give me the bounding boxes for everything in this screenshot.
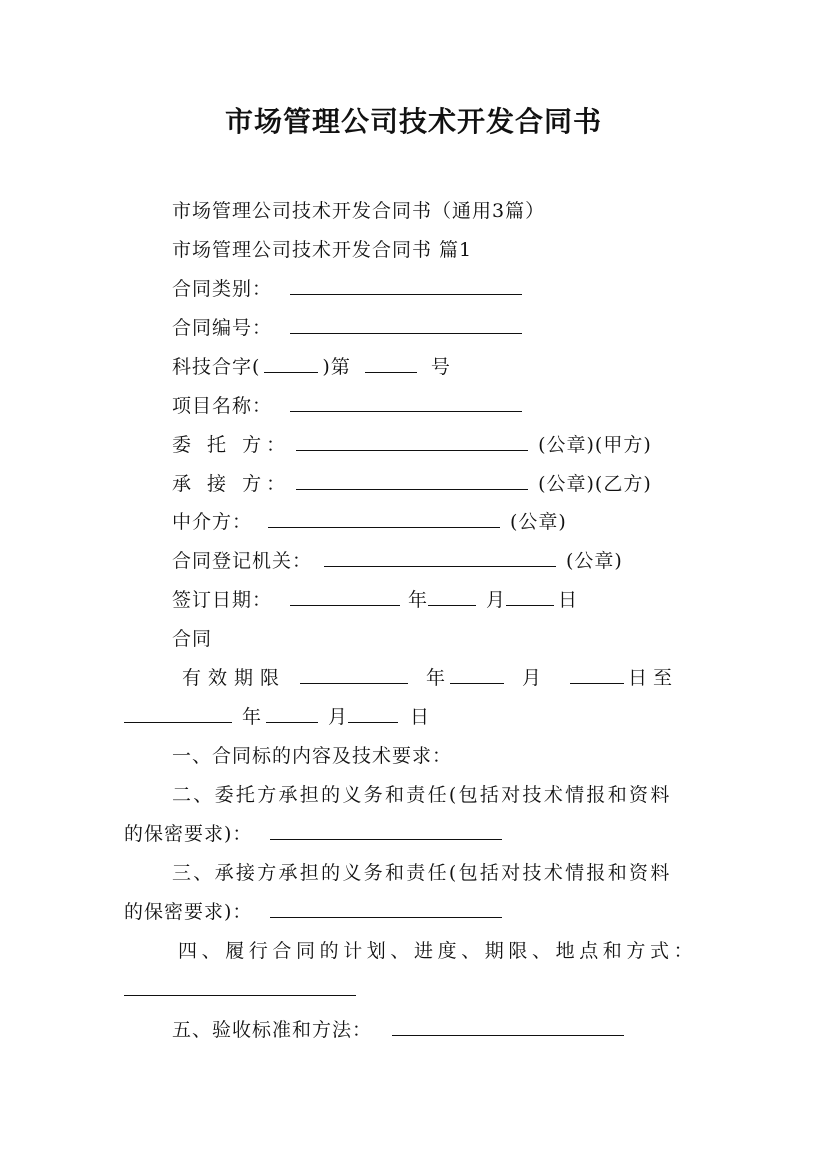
intermediary-blank[interactable] [268,511,500,528]
validity-label: 有效期限 [182,667,287,689]
contract-type-blank[interactable] [290,278,522,295]
clause-1: 一、合同标的内容及技术要求： [172,745,453,767]
intermediary-suffix: (公章) [510,511,567,533]
validity-row [182,666,678,690]
intermediary-label: 中介方： [172,511,253,533]
validity-day-blank[interactable] [570,667,624,684]
validity-year-blank[interactable] [300,667,408,684]
project-name-label: 项目名称： [172,395,273,417]
tech-contract-suffix: 号 [430,356,451,378]
validity-end-year-text: 年 [242,706,263,728]
intermediary-row [172,510,567,534]
registry-blank[interactable] [324,550,556,567]
tech-contract-blank-2[interactable] [365,356,417,373]
sign-month-blank[interactable] [428,589,476,606]
validity-end-row [124,705,430,729]
validity-end-month-blank[interactable] [266,706,318,723]
validity-until-text: 日至 [628,667,679,689]
client-label: 委 托 方： [172,434,291,456]
tech-contract-blank-1[interactable] [264,356,318,373]
clause-2-line-2: 的保密要求)： [124,823,253,845]
contract-no-row [172,316,526,340]
clause-5: 五、验收标准和方法： [172,1019,373,1041]
sign-year-text: 年 [408,589,429,611]
clause-4-blank[interactable] [124,979,356,996]
validity-end-day-text: 日 [410,706,431,728]
contract-type-row [172,277,526,301]
sign-date-row [172,588,578,612]
document-title: 市场管理公司技术开发合同书 [224,105,602,138]
clause-4: 四、履行合同的计划、进度、期限、地点和方式： [178,940,698,962]
project-name-row [172,394,526,418]
contract-type-label: 合同类别： [172,278,273,300]
sign-month-text: 月 [486,589,507,611]
contractor-row [172,472,652,496]
validity-end-day-blank[interactable] [348,706,398,723]
client-row [172,433,652,457]
tech-contract-prefix: 科技合字( [172,356,261,378]
sign-day-text: 日 [558,589,579,611]
tech-contract-row [172,355,451,379]
registry-label: 合同登记机关： [172,550,313,572]
clause-3-blank[interactable] [270,901,502,918]
section-heading: 市场管理公司技术开发合同书 篇1 [172,239,473,261]
subtitle: 市场管理公司技术开发合同书（通用3篇） [172,200,546,222]
clause-5-row [172,1018,628,1042]
sign-day-blank[interactable] [506,589,554,606]
sign-year-blank[interactable] [290,589,400,606]
clause-2-line-1: 二、委托方承担的义务和责任(包括对技术情报和资料 [172,784,672,806]
sign-date-label: 签订日期： [172,589,273,611]
contract-no-label: 合同编号： [172,317,273,339]
client-blank[interactable] [296,434,528,451]
clause-2-blank[interactable] [270,823,502,840]
registry-row [172,549,623,573]
contractor-label: 承 接 方： [172,473,291,495]
clause-3-line-2: 的保密要求)： [124,901,253,923]
registry-suffix: (公章) [566,550,623,572]
tech-contract-mid: )第 [322,356,351,378]
validity-month-blank[interactable] [450,667,504,684]
clause-2-line-2-row [124,822,506,846]
project-name-blank[interactable] [290,395,522,412]
validity-month-text: 月 [522,667,543,689]
contract-no-blank[interactable] [290,317,522,334]
validity-end-month-text: 月 [328,706,349,728]
clause-3-line-2-row [124,900,506,924]
clause-5-blank[interactable] [392,1019,624,1036]
contract-word: 合同 [172,628,213,650]
contractor-suffix: (公章)(乙方) [538,473,652,495]
client-suffix: (公章)(甲方) [538,434,652,456]
validity-end-year-blank[interactable] [124,706,232,723]
clause-4-blank-row [124,978,360,1002]
clause-3-line-1: 三、承接方承担的义务和责任(包括对技术情报和资料 [172,862,672,884]
validity-year-text: 年 [426,667,447,689]
contractor-blank[interactable] [296,473,528,490]
